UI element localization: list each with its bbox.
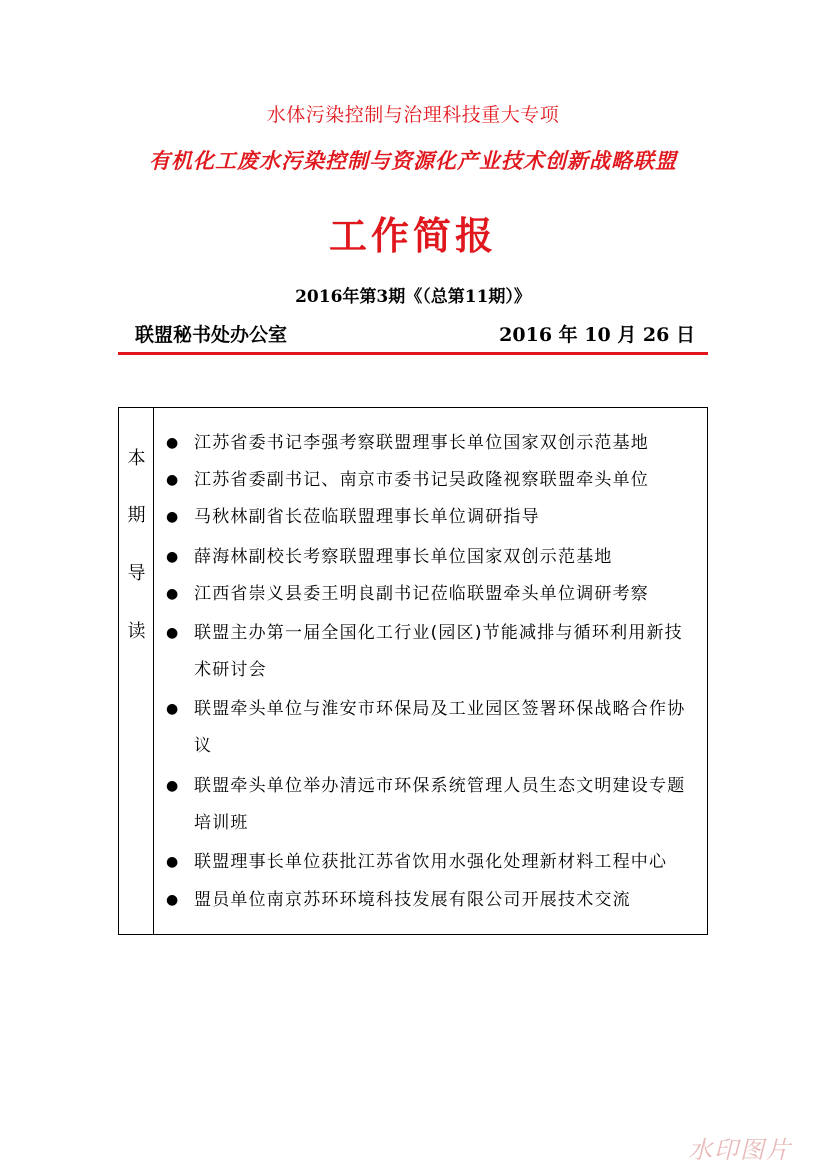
list-item-text: 联盟主办第一届全国化工行业(园区)节能减排与循环利用新技术研讨会 bbox=[194, 623, 683, 680]
red-divider bbox=[118, 352, 708, 355]
list-item-text: 马秋林副省长莅临联盟理事长单位调研指导 bbox=[194, 507, 540, 527]
list-item-text: 联盟牵头单位与淮安市环保局及工业园区签署环保战略合作协议 bbox=[194, 699, 686, 756]
bullet-icon: ● bbox=[166, 549, 180, 565]
list-item-text: 薛海林副校长考察联盟理事长单位国家双创示范基地 bbox=[194, 547, 613, 567]
list-item-text: 联盟牵头单位举办清远市环保系统管理人员生态文明建设专题培训班 bbox=[194, 776, 686, 833]
list-item-text: 江苏省委书记李强考察联盟理事长单位国家双创示范基地 bbox=[194, 433, 649, 453]
bullet-icon: ● bbox=[166, 472, 180, 488]
side-label-char: 本 bbox=[127, 448, 146, 469]
issuing-office: 联盟秘书处办公室 bbox=[135, 324, 288, 346]
list-item-text: 联盟理事长单位获批江苏省饮用水强化处理新材料工程中心 bbox=[194, 852, 668, 872]
side-label-char: 导 bbox=[127, 563, 146, 584]
bullet-icon: ● bbox=[166, 435, 180, 451]
bullet-icon: ● bbox=[166, 509, 180, 525]
bullet-icon: ● bbox=[166, 778, 180, 794]
bullet-icon: ● bbox=[166, 854, 180, 870]
list-item-text: 江苏省委副书记、南京市委书记吴政隆视察联盟牵头单位 bbox=[194, 470, 649, 490]
alliance-title: 有机化工废水污染控制与资源化产业技术创新战略联盟 bbox=[149, 149, 677, 173]
contents-box bbox=[118, 407, 708, 935]
side-label-char: 读 bbox=[127, 621, 146, 642]
watermark: 水印图片 bbox=[688, 1136, 792, 1164]
side-label bbox=[119, 408, 154, 934]
side-label-char: 期 bbox=[127, 505, 146, 526]
bullet-icon: ● bbox=[166, 892, 180, 908]
bullet-icon: ● bbox=[166, 625, 180, 641]
bullet-icon: ● bbox=[166, 701, 180, 717]
issue-number: 2016年第3期《（总第11期）》 bbox=[295, 287, 531, 307]
list-item-text: 江西省崇义县委王明良副书记莅临联盟牵头单位调研考察 bbox=[194, 584, 649, 604]
bulletin-title: 工作简报 bbox=[328, 214, 497, 258]
issue-date: 2016 年 10 月 26 日 bbox=[499, 324, 695, 346]
project-title: 水体污染控制与治理科技重大专项 bbox=[266, 104, 560, 126]
bullet-icon: ● bbox=[166, 586, 180, 602]
list-item-text: 盟员单位南京苏环环境科技发展有限公司开展技术交流 bbox=[194, 890, 631, 910]
